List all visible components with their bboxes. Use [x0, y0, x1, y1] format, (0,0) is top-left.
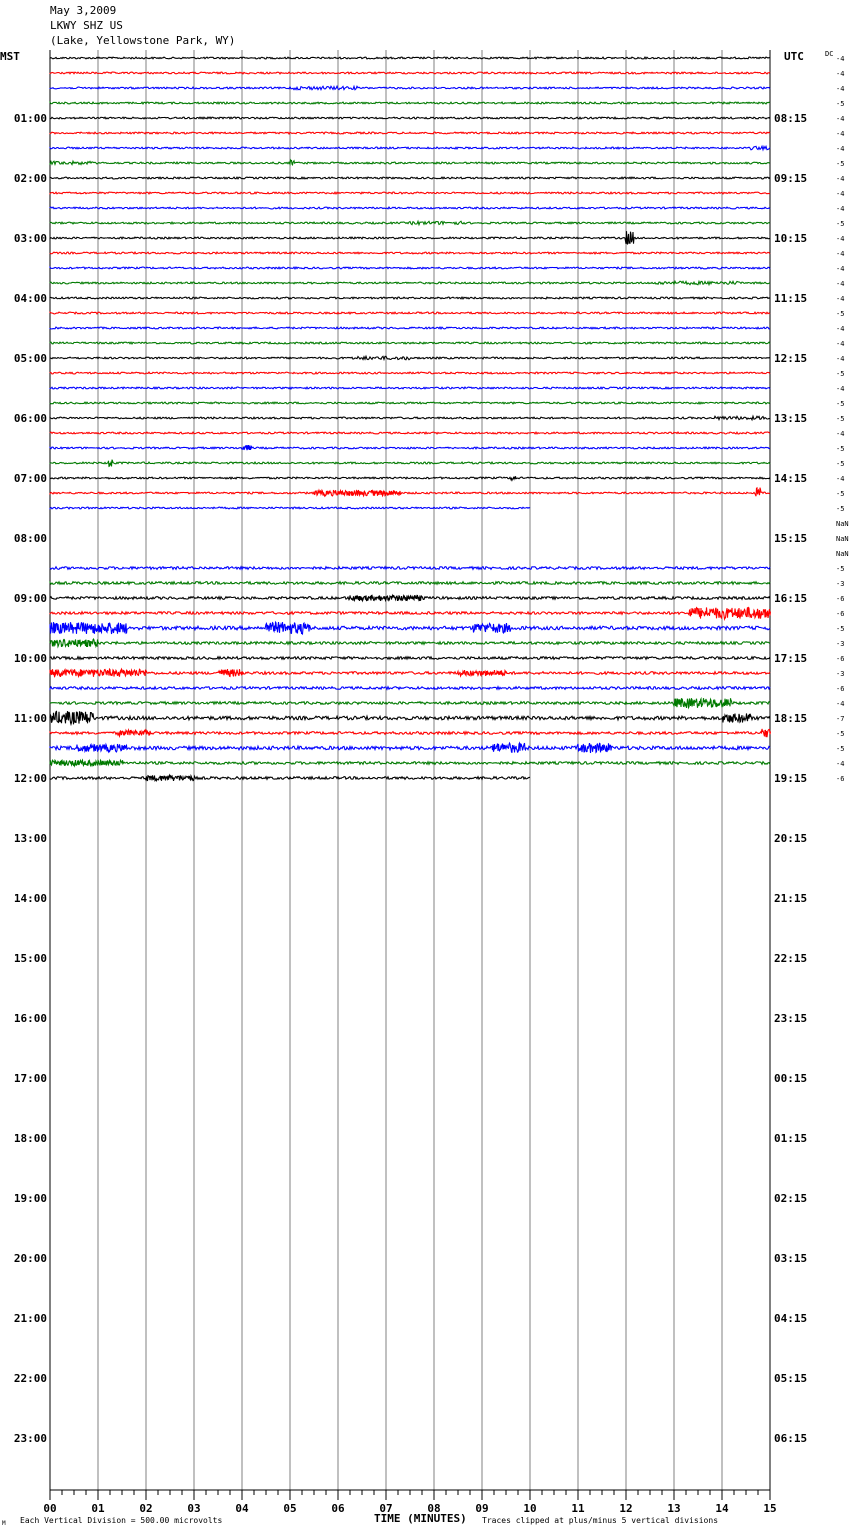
x-tick-label: 05: [283, 1502, 297, 1515]
utc-hour-label: 15:15: [774, 532, 808, 545]
mst-hour-label: 20:00: [13, 1252, 47, 1265]
seismic-trace-black: [50, 177, 770, 179]
mst-hour-label: 03:00: [13, 232, 47, 245]
dc-offset-label: -4: [836, 325, 845, 333]
recording-date: May 3,2009: [50, 4, 117, 17]
seismic-trace-green: [50, 698, 770, 708]
dc-offset-label: -3: [836, 580, 845, 588]
dc-offset-label: -5: [836, 505, 845, 513]
x-tick-label: 08: [427, 1502, 441, 1515]
dc-offset-label: -3: [836, 640, 845, 648]
mst-hour-label: 01:00: [13, 112, 47, 125]
utc-hour-label: 21:15: [774, 892, 808, 905]
seismic-trace-green: [50, 639, 770, 647]
mst-hour-label: 18:00: [13, 1132, 47, 1145]
seismic-trace-red: [50, 132, 770, 134]
utc-hour-label: 23:15: [774, 1012, 808, 1025]
x-tick-label: 12: [619, 1502, 633, 1515]
utc-hour-label: 18:15: [774, 712, 808, 725]
x-tick-label: 06: [331, 1502, 345, 1515]
footer-scale-note: Each Vertical Division = 500.00 microvolts: [20, 1516, 223, 1525]
dc-offset-label: -4: [836, 115, 845, 123]
mst-hour-label: 17:00: [13, 1072, 47, 1085]
x-tick-label: 02: [139, 1502, 153, 1515]
utc-hour-label: 17:15: [774, 652, 808, 665]
dc-offset-label: -4: [836, 145, 845, 153]
dc-offset-label: -5: [836, 160, 845, 168]
dc-offset-label: -4: [836, 355, 845, 363]
dc-offset-label: -4: [836, 205, 845, 213]
seismic-trace-black: [50, 356, 770, 359]
seismic-trace-black: [50, 476, 770, 480]
dc-offset-label: -5: [836, 310, 845, 318]
mst-hour-label: 23:00: [13, 1432, 47, 1445]
dc-offset-label: NaN: [836, 535, 849, 543]
utc-hour-label: 00:15: [774, 1072, 808, 1085]
mst-hour-label: 06:00: [13, 412, 47, 425]
dc-offset-label: -5: [836, 370, 845, 378]
dc-offset-label: -6: [836, 655, 845, 663]
dc-offset-label: -4: [836, 295, 845, 303]
seismic-trace-green: [50, 402, 770, 404]
mst-hour-label: 21:00: [13, 1312, 47, 1325]
dc-offset-label: -6: [836, 595, 845, 603]
dc-offset-label: -4: [836, 235, 845, 243]
mst-hour-label: 15:00: [13, 952, 47, 965]
seismic-trace-green: [50, 102, 770, 104]
seismic-trace-green: [50, 342, 770, 344]
station-code: LKWY SHZ US: [50, 19, 123, 32]
x-tick-label: 04: [235, 1502, 249, 1515]
dc-offset-label: -5: [836, 220, 845, 228]
dc-offset-label: -7: [836, 715, 845, 723]
x-tick-label: 11: [571, 1502, 585, 1515]
dc-offset-label: -4: [836, 190, 845, 198]
seismic-trace-red: [50, 607, 771, 619]
seismic-trace-red: [50, 488, 770, 497]
x-tick-label: 03: [187, 1502, 201, 1515]
utc-hour-label: 05:15: [774, 1372, 808, 1385]
dc-offset-label: -5: [836, 445, 845, 453]
utc-hour-label: 22:15: [774, 952, 808, 965]
axis-labels: [14, 55, 849, 1515]
dc-offset-label: -4: [836, 175, 845, 183]
dc-offset-label: -4: [836, 250, 845, 258]
dc-offset-label: -4: [836, 55, 845, 63]
dc-offset-label: -5: [836, 625, 845, 633]
utc-hour-label: 10:15: [774, 232, 808, 245]
seismic-trace-red: [50, 729, 771, 737]
seismic-trace-blue: [50, 146, 770, 150]
mst-hour-label: 14:00: [13, 892, 47, 905]
dc-offset-label: -4: [836, 70, 845, 78]
dc-offset-label: -5: [836, 730, 845, 738]
seismic-trace-green: [50, 281, 770, 285]
utc-hour-label: 04:15: [774, 1312, 808, 1325]
seismic-trace-blue: [50, 387, 770, 389]
seismic-trace-black: [50, 231, 770, 244]
seismic-trace-green: [50, 582, 770, 585]
station-location: (Lake, Yellowstone Park, WY): [50, 34, 236, 47]
x-tick-label: 00: [43, 1502, 57, 1515]
dc-offset-label: -5: [836, 460, 845, 468]
utc-hour-label: 01:15: [774, 1132, 808, 1145]
mst-hour-label: 12:00: [13, 772, 47, 785]
dc-offset-label: -6: [836, 685, 845, 693]
dc-offset-label: -4: [836, 340, 845, 348]
utc-hour-label: 08:15: [774, 112, 808, 125]
mst-hour-label: 08:00: [13, 532, 47, 545]
dc-offset-label: -4: [836, 700, 845, 708]
x-tick-label: 09: [475, 1502, 489, 1515]
dc-offset-label: -4: [836, 265, 845, 273]
seismic-trace-blue: [50, 267, 770, 269]
seismic-trace-blue: [50, 86, 770, 89]
x-axis-title: TIME (MINUTES): [374, 1512, 467, 1525]
mst-hour-label: 02:00: [13, 172, 47, 185]
seismic-trace-red: [50, 312, 770, 314]
mst-axis-label: MST: [0, 50, 20, 63]
dc-offset-label: NaN: [836, 520, 849, 528]
dc-offset-label: -6: [836, 610, 845, 618]
seismic-trace-red: [50, 669, 770, 677]
utc-hour-label: 03:15: [774, 1252, 808, 1265]
mst-hour-label: 16:00: [13, 1012, 47, 1025]
seismic-trace-green: [50, 160, 770, 165]
seismic-trace-black: [50, 657, 770, 660]
utc-hour-label: 20:15: [774, 832, 808, 845]
utc-hour-label: 11:15: [774, 292, 808, 305]
utc-hour-label: 16:15: [774, 592, 808, 605]
dc-offset-label: -5: [836, 100, 845, 108]
mst-hour-label: 09:00: [13, 592, 47, 605]
seismic-trace-black: [50, 117, 770, 119]
utc-hour-label: 19:15: [774, 772, 808, 785]
seismic-trace-black: [50, 297, 770, 299]
x-tick-label: 07: [379, 1502, 393, 1515]
seismic-trace-blue: [50, 622, 770, 634]
utc-axis-label: UTC: [784, 50, 804, 63]
dc-offset-header: DC: [825, 50, 834, 58]
seismic-trace-green: [50, 760, 770, 766]
dc-offset-label: -4: [836, 130, 845, 138]
mst-hour-label: 04:00: [13, 292, 47, 305]
dc-offset-label: -5: [836, 400, 845, 408]
dc-offset-label: -5: [836, 565, 845, 573]
corner-mark: M: [2, 1520, 6, 1527]
mst-hour-label: 13:00: [13, 832, 47, 845]
dc-offset-label: NaN: [836, 550, 849, 558]
mst-hour-label: 07:00: [13, 472, 47, 485]
seismic-trace-black: [50, 595, 770, 601]
seismic-traces: [50, 57, 771, 781]
seismic-trace-blue: [50, 327, 770, 329]
seismic-trace-red: [50, 252, 770, 254]
utc-hour-label: 06:15: [774, 1432, 808, 1445]
mst-hour-label: 10:00: [13, 652, 47, 665]
seismic-trace-blue: [50, 207, 770, 209]
dc-offset-label: -6: [836, 775, 845, 783]
seismic-trace-blue: [50, 743, 770, 753]
x-tick-label: 13: [667, 1502, 681, 1515]
seismic-trace-blue: [50, 687, 770, 690]
utc-hour-label: 14:15: [774, 472, 808, 485]
seismic-trace-green: [50, 460, 770, 467]
seismic-trace-red: [50, 72, 770, 74]
seismic-trace-blue: [50, 445, 770, 450]
x-tick-label: 01: [91, 1502, 105, 1515]
utc-hour-label: 09:15: [774, 172, 808, 185]
dc-offset-label: -4: [836, 85, 845, 93]
mst-hour-label: 05:00: [13, 352, 47, 365]
mst-hour-label: 11:00: [13, 712, 47, 725]
dc-offset-label: -4: [836, 430, 845, 438]
dc-offset-label: -4: [836, 280, 845, 288]
x-tick-label: 10: [523, 1502, 537, 1515]
seismic-trace-red: [50, 372, 770, 374]
dc-offset-label: -5: [836, 415, 845, 423]
x-tick-label: 15: [763, 1502, 777, 1515]
seismic-trace-red: [50, 432, 770, 434]
dc-offset-label: -3: [836, 670, 845, 678]
seismic-trace-blue: [50, 567, 770, 570]
footer-clip-note: Traces clipped at plus/minus 5 vertical divisions: [482, 1516, 719, 1525]
seismic-trace-green: [50, 221, 770, 225]
mst-hour-label: 22:00: [13, 1372, 47, 1385]
mst-hour-label: 19:00: [13, 1192, 47, 1205]
dc-offset-label: -4: [836, 760, 845, 768]
seismic-trace-black: [50, 711, 770, 724]
dc-offset-label: -4: [836, 475, 845, 483]
utc-hour-label: 02:15: [774, 1192, 808, 1205]
seismic-trace-black: [50, 416, 770, 420]
dc-offset-label: -4: [836, 385, 845, 393]
seismic-trace-red: [50, 192, 770, 194]
x-tick-label: 14: [715, 1502, 729, 1515]
utc-hour-label: 12:15: [774, 352, 808, 365]
dc-offset-label: -5: [836, 490, 845, 498]
dc-offset-label: -5: [836, 745, 845, 753]
utc-hour-label: 13:15: [774, 412, 808, 425]
seismic-trace-black: [50, 57, 770, 59]
